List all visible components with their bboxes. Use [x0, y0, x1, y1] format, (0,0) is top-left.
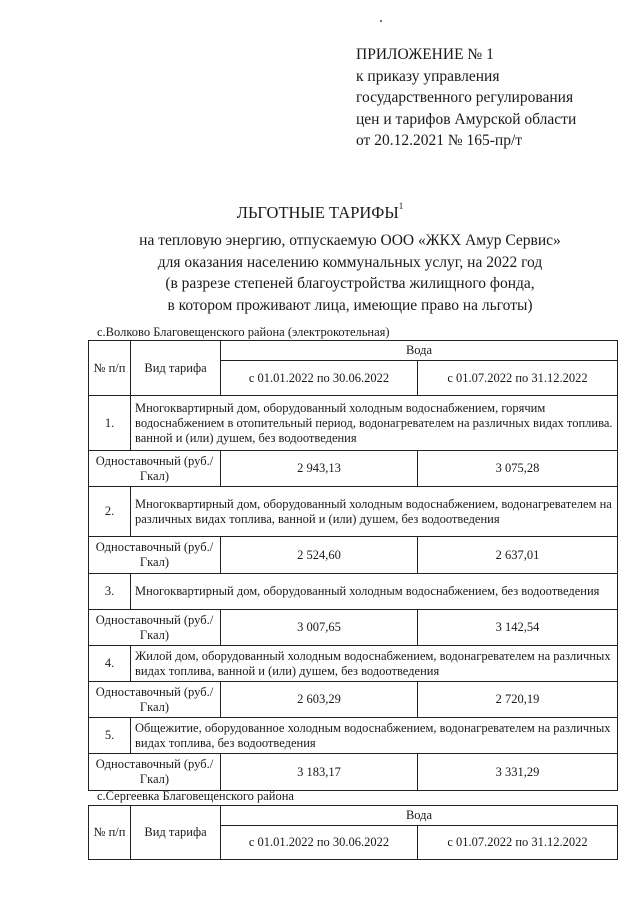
- tariff-value-period-2: 3 075,28: [418, 451, 618, 487]
- table-row: [89, 451, 618, 487]
- row-number: 4.: [89, 646, 131, 682]
- table-row: [89, 754, 618, 791]
- tariff-type-cell: Одноставочный (руб./Гкал): [89, 451, 221, 487]
- appendix-line: к приказу управления: [356, 67, 500, 85]
- document-title: [0, 203, 640, 223]
- title-footnote-mark: 1: [398, 201, 404, 211]
- header-no: № п/п: [89, 806, 131, 860]
- appendix-line: ПРИЛОЖЕНИЕ № 1: [356, 46, 494, 63]
- document-subtitle: [0, 230, 640, 316]
- row-number: 1.: [89, 396, 131, 451]
- subtitle-line: для оказания населению коммунальных услуг, на 2022 год: [157, 253, 543, 271]
- scan-speck: [380, 20, 382, 22]
- header-tariff-type: Вид тарифа: [131, 806, 221, 860]
- tariff-value-period-1: 2 524,60: [221, 537, 418, 574]
- header-period-1: с 01.01.2022 по 30.06.2022: [221, 361, 418, 396]
- section-caption-volkovo: с.Волково Благовещенского района (электрокотельная): [97, 325, 390, 339]
- table-header-row: [89, 341, 618, 361]
- header-period-2: с 01.07.2022 по 31.12.2022: [418, 361, 618, 396]
- row-number: 5.: [89, 718, 131, 754]
- tariff-type-cell: Одноставочный (руб./Гкал): [89, 610, 221, 646]
- header-period-1: с 01.01.2022 по 30.06.2022: [221, 826, 418, 860]
- header-no: № п/п: [89, 341, 131, 396]
- tariff-value-period-1: 2 603,29: [221, 682, 418, 718]
- header-water: Вода: [221, 806, 618, 826]
- table-row: [89, 682, 618, 718]
- tariff-value-period-1: 2 943,13: [221, 451, 418, 487]
- table-row: [89, 487, 618, 537]
- header-period-2: с 01.07.2022 по 31.12.2022: [418, 826, 618, 860]
- consumer-category: Многоквартирный дом, оборудованный холодным водоснабжением, водонагревателем на различных видах топлива, ванной и (или) душем, без водоотведения: [131, 487, 618, 537]
- consumer-category: Общежитие, оборудованное холодным водоснабжением, водонагревателем на различных видах топлива, без водоотведения: [131, 718, 618, 754]
- tariff-value-period-1: 3 183,17: [221, 754, 418, 791]
- table-row: [89, 574, 618, 610]
- subtitle-line: (в разрезе степеней благоустройства жилищного фонда,: [165, 275, 535, 292]
- table-row: [89, 646, 618, 682]
- tariff-table-sergeevka: [88, 805, 618, 860]
- table-header-row: [89, 806, 618, 826]
- table-row: [89, 396, 618, 451]
- tariff-type-cell: Одноставочный (руб./Гкал): [89, 754, 221, 791]
- subtitle-line: в котором проживают лица, имеющие право на льготы): [167, 296, 533, 314]
- header-tariff-type: Вид тарифа: [131, 341, 221, 396]
- title-text: ЛЬГОТНЫЕ ТАРИФЫ: [236, 203, 399, 222]
- section-caption-sergeevka: с.Сергеевка Благовещенского района: [97, 789, 294, 803]
- row-number: 2.: [89, 487, 131, 537]
- tariff-type-cell: Одноставочный (руб./Гкал): [89, 537, 221, 574]
- consumer-category: Многоквартирный дом, оборудованный холодным водоснабжением, без водоотведения: [131, 574, 618, 610]
- appendix-line: цен и тарифов Амурской области: [356, 110, 577, 128]
- row-number: 3.: [89, 574, 131, 610]
- consumer-category: Жилой дом, оборудованный холодным водоснабжением, водонагревателем на различных видах топлива, ванной и (или) душем, без водоотведения: [131, 646, 618, 682]
- tariff-value-period-2: 3 331,29: [418, 754, 618, 791]
- appendix-line: от 20.12.2021 № 165-пр/т: [356, 132, 523, 149]
- appendix-block: [356, 44, 576, 152]
- tariff-type-cell: Одноставочный (руб./Гкал): [89, 682, 221, 718]
- tariff-value-period-2: 2 720,19: [418, 682, 618, 718]
- tariff-value-period-2: 3 142,54: [418, 610, 618, 646]
- header-water: Вода: [221, 341, 618, 361]
- subtitle-line: на тепловую энергию, отпускаемую ООО «ЖКХ Амур Сервис»: [139, 232, 561, 249]
- consumer-category: Многоквартирный дом, оборудованный холодным водоснабжением, горячим водоснабжением в отопительный период, водонагревателем на различных видах топлива. ванной и (или) душем, без водоотведения: [131, 396, 618, 451]
- table-row: [89, 537, 618, 574]
- table-row: [89, 718, 618, 754]
- tariff-table-volkovo: [88, 340, 618, 791]
- table-row: [89, 610, 618, 646]
- tariff-value-period-1: 3 007,65: [221, 610, 418, 646]
- tariff-value-period-2: 2 637,01: [418, 537, 618, 574]
- appendix-line: государственного регулирования: [356, 89, 574, 106]
